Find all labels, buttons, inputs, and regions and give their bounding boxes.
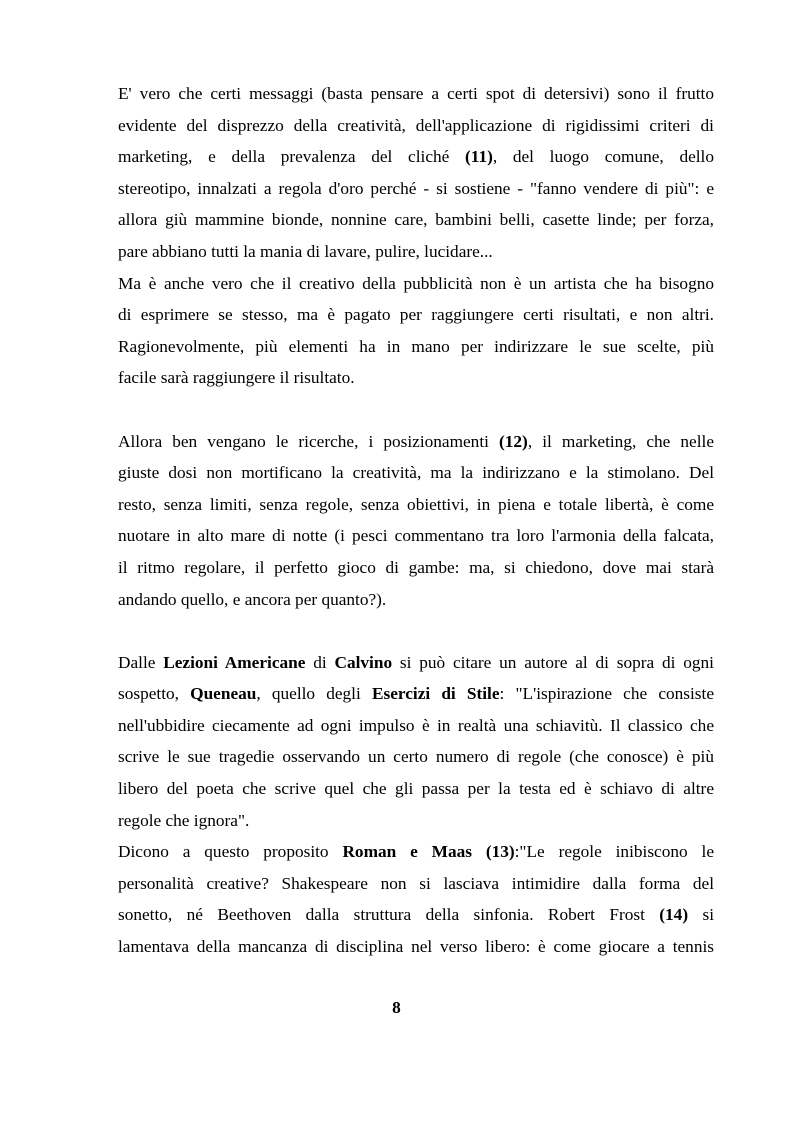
text-run: marketing, e della prevalenza del cliché [118,147,465,167]
text-line [118,838,714,870]
text-run: , quello degli [256,684,372,704]
text-run: Dicono a questo proposito [118,842,343,862]
text-line [118,554,714,586]
text-run: nuotare in alto mare di notte (i pesci commentano tra loro l'armonia della falcata, [118,526,714,546]
bold-text-run: (12) [499,431,528,451]
text-line [118,333,714,365]
text-run: sonetto, né Beethoven dalla struttura della sinfonia. Robert Frost [118,905,660,925]
text-line [118,459,714,491]
paragraph-spacer [118,617,714,649]
text-run: libero del poeta che scrive quel che gli passa per la testa ed è schiavo di altre [118,779,714,799]
text-line [118,522,714,554]
text-line [118,586,714,618]
paragraph [118,80,714,396]
paragraph [118,649,714,965]
paragraph [118,428,714,618]
text-run: di [305,652,335,672]
text-line [118,491,714,523]
text-line [118,428,714,460]
text-run: Allora ben vengano le ricerche, i posizionamenti [118,431,500,451]
text-line [118,680,714,712]
text-line [118,238,714,270]
text-run: Dalle [118,652,164,672]
text-line [118,206,714,238]
bold-text-run: Esercizi di Stile [371,684,500,704]
page-number: 8 [392,998,401,1017]
text-line [118,775,714,807]
paragraph-spacer [118,396,714,428]
text-run: personalità creative? Shakespeare non si lasciava intimidire dalla forma del [118,873,714,893]
text-line [118,870,714,902]
bold-text-run: Calvino [334,652,393,672]
text-line [118,933,714,965]
text-run: :"Le regole inibiscono le [514,842,714,862]
text-line [118,112,714,144]
text-run: stereotipo, innalzati a regola d'oro perché - si sostiene - "fanno vendere di più": e [118,178,714,198]
text-run: si [688,905,714,925]
text-line [118,901,714,933]
text-run: allora giù mammine bionde, nonnine care, bambini belli, casette linde; per forza, [118,210,714,230]
text-line [118,649,714,681]
text-run: evidente del disprezzo della creatività, dell'applicazione di rigidissimi criteri di [118,115,714,135]
text-run: Ragionevolmente, più elementi ha in mano per indirizzare le sue scelte, più [118,336,714,356]
text-run: regole che ignora". [118,810,250,830]
bold-text-run: Lezioni Americane [163,652,306,672]
bold-text-run: Roman e Maas (13) [342,842,515,862]
text-run: , il marketing, che nelle [527,431,714,451]
text-run: : "L'ispirazione che consiste [499,684,714,704]
text-line [118,143,714,175]
text-line [118,175,714,207]
text-run: nell'ubbidire ciecamente ad ogni impulso è in realtà una schiavitù. Il classico che [118,715,714,735]
text-run: il ritmo regolare, il perfetto gioco di gambe: ma, si chiedono, dove mai starà [118,557,714,577]
text-run: Ma è anche vero che il creativo della pubblicità non è un artista che ha bisogno [118,273,714,293]
text-line [118,807,714,839]
text-run: E' vero che certi messaggi (basta pensare a certi spot di detersivi) sono il frutto [118,84,714,103]
text-line [118,743,714,775]
text-run: di esprimere se stesso, ma è pagato per raggiungere certi risultati, e non altri. [118,305,714,325]
text-run: si può citare un autore al di sopra di ogni [392,652,714,672]
text-run: lamentava della mancanza di disciplina nel verso libero: è come giocare a tennis [118,937,714,957]
document-body [118,80,714,965]
text-line [118,301,714,333]
text-line [118,80,714,112]
text-run: giuste dosi non mortificano la creatività, ma la indirizzano e la stimolano. Del [118,463,714,483]
text-run: scrive le sue tragedie osservando un certo numero di regole (che conosce) è più [118,747,714,767]
text-line [118,270,714,302]
text-run: resto, senza limiti, senza regole, senza obiettivi, in piena e totale libertà, è come [118,494,714,514]
bold-text-run: Queneau [190,684,257,704]
text-run: pare abbiano tutti la mania di lavare, pulire, lucidare... [118,241,493,261]
text-run: , del luogo comune, dello [492,147,714,167]
text-run: facile sarà raggiungere il risultato. [118,368,355,388]
text-line [118,364,714,396]
bold-text-run: (11) [465,147,493,167]
text-run: andando quello, e ancora per quanto?). [118,589,387,609]
text-run: sospetto, [118,684,191,704]
text-line [118,712,714,744]
bold-text-run: (14) [659,905,689,925]
